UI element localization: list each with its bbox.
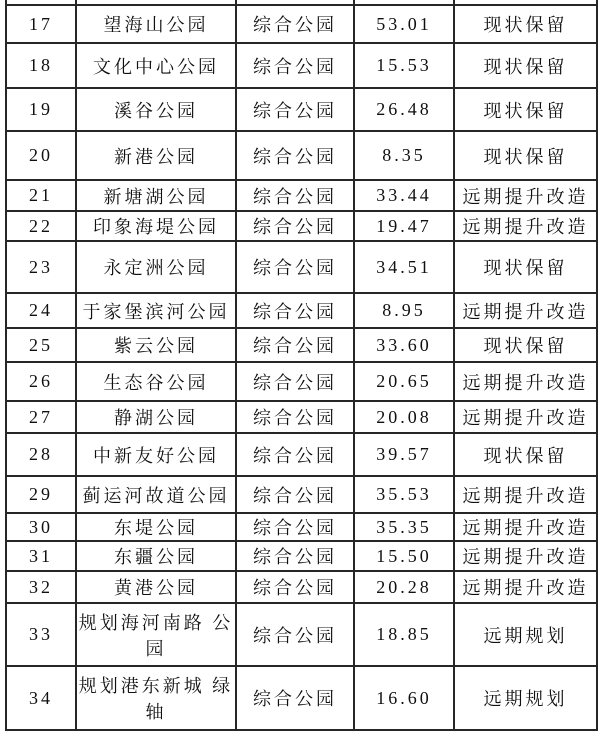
cell-area: 20.65	[354, 362, 454, 401]
cell-area: 8.95	[354, 293, 454, 328]
cell-status: 现状保留	[454, 88, 597, 131]
cell-status: 远期规划	[454, 666, 597, 730]
cell-park-type: 综合公园	[236, 293, 354, 328]
cell-index: 34	[6, 666, 76, 730]
cell-status: 远期提升改造	[454, 571, 597, 603]
table-row	[6, 328, 597, 362]
cell-park-name: 中新友好公园	[76, 433, 236, 476]
cell-status: 远期提升改造	[454, 513, 597, 541]
table-row	[6, 293, 597, 328]
cell-park-type: 综合公园	[236, 513, 354, 541]
cell-status: 现状保留	[454, 43, 597, 88]
cell-index: 19	[6, 88, 76, 131]
table-row	[6, 666, 597, 730]
cell-park-type: 综合公园	[236, 328, 354, 362]
cell-area: 53.01	[354, 5, 454, 43]
cell-area: 34.51	[354, 241, 454, 293]
table-row	[6, 476, 597, 513]
cell-status: 远期提升改造	[454, 180, 597, 211]
parks-table-body	[6, 0, 597, 730]
cell-park-name: 溪谷公园	[76, 88, 236, 131]
cell-area: 26.48	[354, 88, 454, 131]
cell-area: 19.47	[354, 211, 454, 241]
cell-park-type: 综合公园	[236, 88, 354, 131]
cell-park-type: 综合公园	[236, 666, 354, 730]
cell-status: 现状保留	[454, 131, 597, 180]
cell-status: 远期提升改造	[454, 293, 597, 328]
table-row	[6, 180, 597, 211]
cell-park-type: 综合公园	[236, 5, 354, 43]
table-row	[6, 571, 597, 603]
cell-park-type: 综合公园	[236, 433, 354, 476]
cell-park-name: 新港公园	[76, 131, 236, 180]
cell-park-type: 综合公园	[236, 476, 354, 513]
cell-index: 26	[6, 362, 76, 401]
cell-status: 现状保留	[454, 433, 597, 476]
cell-area: 35.35	[354, 513, 454, 541]
cell-park-name: 规划港东新城 绿轴	[76, 666, 236, 730]
cell-area: 35.53	[354, 476, 454, 513]
cell-status: 远期提升改造	[454, 541, 597, 571]
cell-park-type: 综合公园	[236, 180, 354, 211]
cell-index: 32	[6, 571, 76, 603]
table-row	[6, 603, 597, 666]
cell-index: 29	[6, 476, 76, 513]
cell-index: 20	[6, 131, 76, 180]
cell-status: 现状保留	[454, 328, 597, 362]
cell-park-type: 综合公园	[236, 571, 354, 603]
table-row	[6, 513, 597, 541]
cell-index: 28	[6, 433, 76, 476]
table-row	[6, 241, 597, 293]
cell-area: 33.60	[354, 328, 454, 362]
cell-status: 现状保留	[454, 241, 597, 293]
table-row	[6, 433, 597, 476]
cell-status: 远期规划	[454, 603, 597, 666]
cell-park-type: 综合公园	[236, 401, 354, 433]
cell-index: 31	[6, 541, 76, 571]
cell-park-name: 规划海河南路 公园	[76, 603, 236, 666]
cell-park-type: 综合公园	[236, 541, 354, 571]
cell-area: 20.28	[354, 571, 454, 603]
cell-park-name: 永定洲公园	[76, 241, 236, 293]
cell-area: 18.85	[354, 603, 454, 666]
table-row	[6, 362, 597, 401]
table-row	[6, 43, 597, 88]
cell-park-type: 综合公园	[236, 362, 354, 401]
cell-index: 30	[6, 513, 76, 541]
cell-index: 17	[6, 5, 76, 43]
cell-park-name: 生态谷公园	[76, 362, 236, 401]
cell-park-name: 东疆公园	[76, 541, 236, 571]
cell-park-name: 望海山公园	[76, 5, 236, 43]
table-row	[6, 5, 597, 43]
cell-area: 15.50	[354, 541, 454, 571]
table-row	[6, 401, 597, 433]
cell-area: 20.08	[354, 401, 454, 433]
cell-park-name: 黄港公园	[76, 571, 236, 603]
cell-park-name: 印象海堤公园	[76, 211, 236, 241]
cell-index: 33	[6, 603, 76, 666]
cell-index: 22	[6, 211, 76, 241]
cell-park-type: 综合公园	[236, 241, 354, 293]
cell-area: 8.35	[354, 131, 454, 180]
cell-status: 现状保留	[454, 5, 597, 43]
cell-park-name: 文化中心公园	[76, 43, 236, 88]
cell-area: 15.53	[354, 43, 454, 88]
cell-park-type: 综合公园	[236, 603, 354, 666]
cell-park-type: 综合公园	[236, 43, 354, 88]
cell-area: 39.57	[354, 433, 454, 476]
cell-index: 25	[6, 328, 76, 362]
table-row	[6, 541, 597, 571]
cell-status: 远期提升改造	[454, 362, 597, 401]
cell-index: 24	[6, 293, 76, 328]
cell-status: 远期提升改造	[454, 476, 597, 513]
cell-park-name: 蓟运河故道公园	[76, 476, 236, 513]
table-row	[6, 88, 597, 131]
cell-park-type: 综合公园	[236, 131, 354, 180]
cell-area: 33.44	[354, 180, 454, 211]
table-row	[6, 131, 597, 180]
cell-park-name: 东堤公园	[76, 513, 236, 541]
cell-index: 21	[6, 180, 76, 211]
cell-status: 远期提升改造	[454, 211, 597, 241]
cell-park-type: 综合公园	[236, 211, 354, 241]
cell-index: 18	[6, 43, 76, 88]
cell-area: 16.60	[354, 666, 454, 730]
table-row	[6, 211, 597, 241]
cell-index: 27	[6, 401, 76, 433]
cell-park-name: 新塘湖公园	[76, 180, 236, 211]
cell-index: 23	[6, 241, 76, 293]
cell-park-name: 静湖公园	[76, 401, 236, 433]
cell-status: 远期提升改造	[454, 401, 597, 433]
cell-park-name: 于家堡滨河公园	[76, 293, 236, 328]
parks-table	[5, 0, 598, 731]
cell-park-name: 紫云公园	[76, 328, 236, 362]
